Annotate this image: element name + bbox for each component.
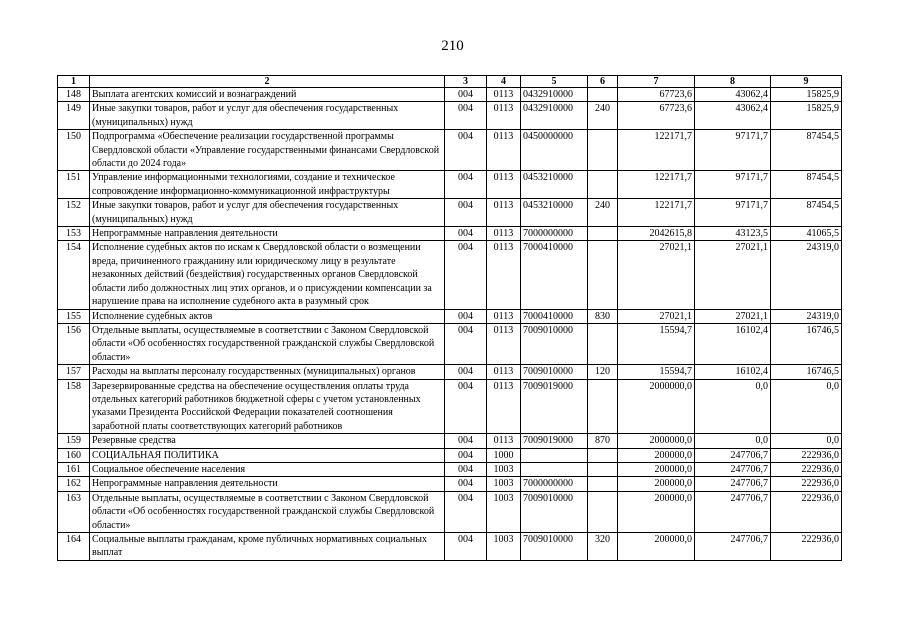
admin-code: 004 xyxy=(445,199,487,227)
row-name: Иные закупки товаров, работ и услуг для обеспечения государственных (муниципальных) нужд xyxy=(90,102,445,130)
admin-code: 004 xyxy=(445,434,487,448)
column-header: 3 xyxy=(445,76,487,88)
page-number: 210 xyxy=(441,38,464,54)
row-name: Исполнение судебных актов по искам к Свердловской области о возмещении вреда, причиненного гражданину или юридическому лицу в результате незаконных действий (бездействия) государственных органов Свердловской области либо должностных лиц этих органов, и о присуждении компенсации за нарушение права на исполнение судебного акта в разумный срок xyxy=(90,241,445,309)
header-row xyxy=(58,76,842,88)
amount-year-3: 222936,0 xyxy=(771,477,842,491)
expense-type-code: 240 xyxy=(588,199,618,227)
table-row xyxy=(58,491,842,532)
admin-code: 004 xyxy=(445,130,487,171)
target-article-code: 0432910000 xyxy=(521,88,588,102)
row-name: Иные закупки товаров, работ и услуг для обеспечения государственных (муниципальных) нужд xyxy=(90,199,445,227)
amount-year-2: 97171,7 xyxy=(695,130,771,171)
expense-type-code: 320 xyxy=(588,533,618,561)
table-row xyxy=(58,171,842,199)
amount-year-3: 16746,5 xyxy=(771,323,842,364)
row-name: Непрограммные направления деятельности xyxy=(90,477,445,491)
amount-year-1: 15594,7 xyxy=(618,365,695,379)
column-header: 8 xyxy=(695,76,771,88)
amount-year-1: 200000,0 xyxy=(618,533,695,561)
table-row xyxy=(58,88,842,102)
amount-year-3: 0,0 xyxy=(771,379,842,434)
column-header: 1 xyxy=(58,76,90,88)
admin-code: 004 xyxy=(445,365,487,379)
amount-year-2: 43123,5 xyxy=(695,227,771,241)
table-row xyxy=(58,102,842,130)
section-code: 0113 xyxy=(487,379,521,434)
expense-type-code xyxy=(588,88,618,102)
admin-code: 004 xyxy=(445,227,487,241)
row-name: СОЦИАЛЬНАЯ ПОЛИТИКА xyxy=(90,448,445,462)
amount-year-3: 222936,0 xyxy=(771,448,842,462)
target-article-code: 0453210000 xyxy=(521,199,588,227)
amount-year-2: 16102,4 xyxy=(695,365,771,379)
amount-year-3: 15825,9 xyxy=(771,88,842,102)
expense-type-code xyxy=(588,491,618,532)
amount-year-2: 27021,1 xyxy=(695,309,771,323)
expense-type-code xyxy=(588,379,618,434)
row-name: Отдельные выплаты, осуществляемые в соответствии с Законом Свердловской области «Об особенностях государственной гражданской службы Свердловской области» xyxy=(90,491,445,532)
section-code: 0113 xyxy=(487,309,521,323)
column-header: 6 xyxy=(588,76,618,88)
amount-year-3: 87454,5 xyxy=(771,130,842,171)
target-article-code: 7009019000 xyxy=(521,379,588,434)
admin-code: 004 xyxy=(445,323,487,364)
row-number: 162 xyxy=(58,477,90,491)
table-row xyxy=(58,309,842,323)
budget-table xyxy=(57,75,842,561)
row-number: 152 xyxy=(58,199,90,227)
expense-type-code xyxy=(588,171,618,199)
admin-code: 004 xyxy=(445,379,487,434)
row-number: 159 xyxy=(58,434,90,448)
section-code: 0113 xyxy=(487,241,521,309)
row-number: 150 xyxy=(58,130,90,171)
target-article-code: 7009010000 xyxy=(521,491,588,532)
amount-year-2: 43062,4 xyxy=(695,102,771,130)
amount-year-1: 200000,0 xyxy=(618,448,695,462)
amount-year-3: 24319,0 xyxy=(771,241,842,309)
table-body xyxy=(58,88,842,561)
amount-year-1: 67723,6 xyxy=(618,102,695,130)
amount-year-2: 27021,1 xyxy=(695,241,771,309)
target-article-code: 7009010000 xyxy=(521,365,588,379)
table-row xyxy=(58,227,842,241)
section-code: 0113 xyxy=(487,199,521,227)
expense-type-code xyxy=(588,227,618,241)
expense-type-code: 240 xyxy=(588,102,618,130)
table-row xyxy=(58,365,842,379)
target-article-code: 7009010000 xyxy=(521,323,588,364)
target-article-code xyxy=(521,448,588,462)
amount-year-2: 247706,7 xyxy=(695,448,771,462)
section-code: 1000 xyxy=(487,448,521,462)
row-name: Отдельные выплаты, осуществляемые в соответствии с Законом Свердловской области «Об особенностях государственной гражданской службы Свердловской области» xyxy=(90,323,445,364)
amount-year-1: 122171,7 xyxy=(618,199,695,227)
amount-year-2: 43062,4 xyxy=(695,88,771,102)
table-row xyxy=(58,379,842,434)
row-name: Управление информационными технологиями, создание и техническое сопровождение информационно-коммуникационной инфраструктуры xyxy=(90,171,445,199)
row-name: Исполнение судебных актов xyxy=(90,309,445,323)
target-article-code xyxy=(521,462,588,476)
table-row xyxy=(58,462,842,476)
expense-type-code xyxy=(588,448,618,462)
row-number: 161 xyxy=(58,462,90,476)
section-code: 1003 xyxy=(487,533,521,561)
row-name: Социальное обеспечение населения xyxy=(90,462,445,476)
amount-year-2: 97171,7 xyxy=(695,199,771,227)
amount-year-2: 0,0 xyxy=(695,379,771,434)
amount-year-2: 16102,4 xyxy=(695,323,771,364)
amount-year-1: 67723,6 xyxy=(618,88,695,102)
expense-type-code xyxy=(588,241,618,309)
amount-year-1: 200000,0 xyxy=(618,491,695,532)
expense-type-code: 120 xyxy=(588,365,618,379)
amount-year-3: 222936,0 xyxy=(771,462,842,476)
expense-type-code xyxy=(588,462,618,476)
table-row xyxy=(58,434,842,448)
row-number: 160 xyxy=(58,448,90,462)
amount-year-3: 16746,5 xyxy=(771,365,842,379)
section-code: 1003 xyxy=(487,462,521,476)
row-number: 157 xyxy=(58,365,90,379)
section-code: 0113 xyxy=(487,130,521,171)
amount-year-2: 247706,7 xyxy=(695,533,771,561)
amount-year-2: 0,0 xyxy=(695,434,771,448)
amount-year-2: 247706,7 xyxy=(695,462,771,476)
amount-year-1: 15594,7 xyxy=(618,323,695,364)
target-article-code: 7000000000 xyxy=(521,227,588,241)
expense-type-code xyxy=(588,477,618,491)
row-number: 153 xyxy=(58,227,90,241)
amount-year-3: 41065,5 xyxy=(771,227,842,241)
row-number: 158 xyxy=(58,379,90,434)
admin-code: 004 xyxy=(445,88,487,102)
amount-year-3: 87454,5 xyxy=(771,199,842,227)
section-code: 0113 xyxy=(487,171,521,199)
row-number: 156 xyxy=(58,323,90,364)
column-header: 7 xyxy=(618,76,695,88)
row-number: 149 xyxy=(58,102,90,130)
amount-year-2: 247706,7 xyxy=(695,477,771,491)
amount-year-1: 200000,0 xyxy=(618,462,695,476)
section-code: 0113 xyxy=(487,227,521,241)
amount-year-2: 97171,7 xyxy=(695,171,771,199)
admin-code: 004 xyxy=(445,462,487,476)
amount-year-3: 222936,0 xyxy=(771,491,842,532)
row-number: 155 xyxy=(58,309,90,323)
row-number: 151 xyxy=(58,171,90,199)
target-article-code: 7009019000 xyxy=(521,434,588,448)
section-code: 1003 xyxy=(487,477,521,491)
amount-year-2: 247706,7 xyxy=(695,491,771,532)
section-code: 0113 xyxy=(487,102,521,130)
row-name: Подпрограмма «Обеспечение реализации государственной программы Свердловской области «Управление государственными финансами Свердловской области до 2024 года» xyxy=(90,130,445,171)
table-row xyxy=(58,448,842,462)
amount-year-1: 122171,7 xyxy=(618,130,695,171)
admin-code: 004 xyxy=(445,102,487,130)
section-code: 0113 xyxy=(487,88,521,102)
amount-year-1: 2042615,8 xyxy=(618,227,695,241)
target-article-code: 0453210000 xyxy=(521,171,588,199)
admin-code: 004 xyxy=(445,448,487,462)
column-header: 5 xyxy=(521,76,588,88)
admin-code: 004 xyxy=(445,491,487,532)
admin-code: 004 xyxy=(445,477,487,491)
target-article-code: 7000410000 xyxy=(521,241,588,309)
admin-code: 004 xyxy=(445,309,487,323)
table-row xyxy=(58,199,842,227)
row-name: Социальные выплаты гражданам, кроме публичных нормативных социальных выплат xyxy=(90,533,445,561)
amount-year-1: 122171,7 xyxy=(618,171,695,199)
row-name: Резервные средства xyxy=(90,434,445,448)
row-number: 154 xyxy=(58,241,90,309)
amount-year-3: 222936,0 xyxy=(771,533,842,561)
column-header: 2 xyxy=(90,76,445,88)
row-name: Непрограммные направления деятельности xyxy=(90,227,445,241)
expense-type-code: 830 xyxy=(588,309,618,323)
section-code: 0113 xyxy=(487,365,521,379)
amount-year-1: 27021,1 xyxy=(618,309,695,323)
amount-year-1: 200000,0 xyxy=(618,477,695,491)
section-code: 0113 xyxy=(487,434,521,448)
table-row xyxy=(58,323,842,364)
target-article-code: 0450000000 xyxy=(521,130,588,171)
table-row xyxy=(58,130,842,171)
expense-type-code: 870 xyxy=(588,434,618,448)
admin-code: 004 xyxy=(445,171,487,199)
table-row xyxy=(58,241,842,309)
amount-year-3: 87454,5 xyxy=(771,171,842,199)
expense-type-code xyxy=(588,130,618,171)
column-header: 4 xyxy=(487,76,521,88)
row-name: Расходы на выплаты персоналу государственных (муниципальных) органов xyxy=(90,365,445,379)
row-number: 163 xyxy=(58,491,90,532)
target-article-code: 0432910000 xyxy=(521,102,588,130)
section-code: 0113 xyxy=(487,323,521,364)
table-row xyxy=(58,477,842,491)
row-name: Выплата агентских комиссий и вознаграждений xyxy=(90,88,445,102)
amount-year-1: 2000000,0 xyxy=(618,379,695,434)
amount-year-1: 27021,1 xyxy=(618,241,695,309)
row-number: 164 xyxy=(58,533,90,561)
row-name: Зарезервированные средства на обеспечение осуществления оплаты труда отдельных категорий работников бюджетной сферы с учетом установленных указами Президента Российской Федерации показателей соотношения заработной платы соответствующих категорий работников xyxy=(90,379,445,434)
amount-year-1: 2000000,0 xyxy=(618,434,695,448)
admin-code: 004 xyxy=(445,241,487,309)
table-row xyxy=(58,533,842,561)
amount-year-3: 24319,0 xyxy=(771,309,842,323)
target-article-code: 7009010000 xyxy=(521,533,588,561)
target-article-code: 7000410000 xyxy=(521,309,588,323)
column-header: 9 xyxy=(771,76,842,88)
expense-type-code xyxy=(588,323,618,364)
amount-year-3: 0,0 xyxy=(771,434,842,448)
section-code: 1003 xyxy=(487,491,521,532)
row-number: 148 xyxy=(58,88,90,102)
admin-code: 004 xyxy=(445,533,487,561)
target-article-code: 7000000000 xyxy=(521,477,588,491)
amount-year-3: 15825,9 xyxy=(771,102,842,130)
